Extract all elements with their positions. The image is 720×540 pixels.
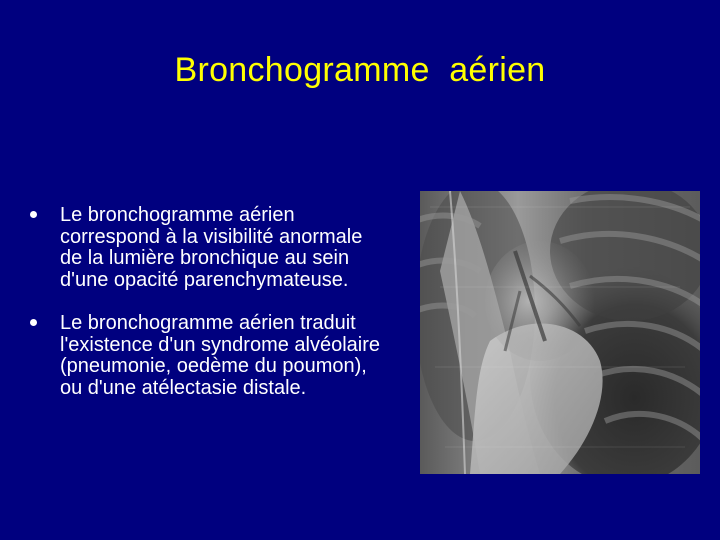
slide-title: Bronchogramme aérien <box>174 51 546 89</box>
bullet-item <box>28 313 388 399</box>
bullet-text: Le bronchogramme aérien correspond à la visibilité anormale de la lumière bronchique au sein d'une opacité parenchymateuse. <box>60 204 363 291</box>
bullet-text: Le bronchogramme aérien traduit l'existence d'un syndrome alvéolaire (pneumonie, oedème du poumon), ou d'une atélectasie distale. <box>60 312 381 399</box>
bullet-dot-icon <box>30 211 37 218</box>
bullet-item <box>28 205 388 291</box>
bullet-list <box>28 205 388 421</box>
chest-xray-graphic <box>420 191 700 474</box>
bullet-dot-icon <box>30 319 37 326</box>
chest-xray-image <box>420 191 700 474</box>
